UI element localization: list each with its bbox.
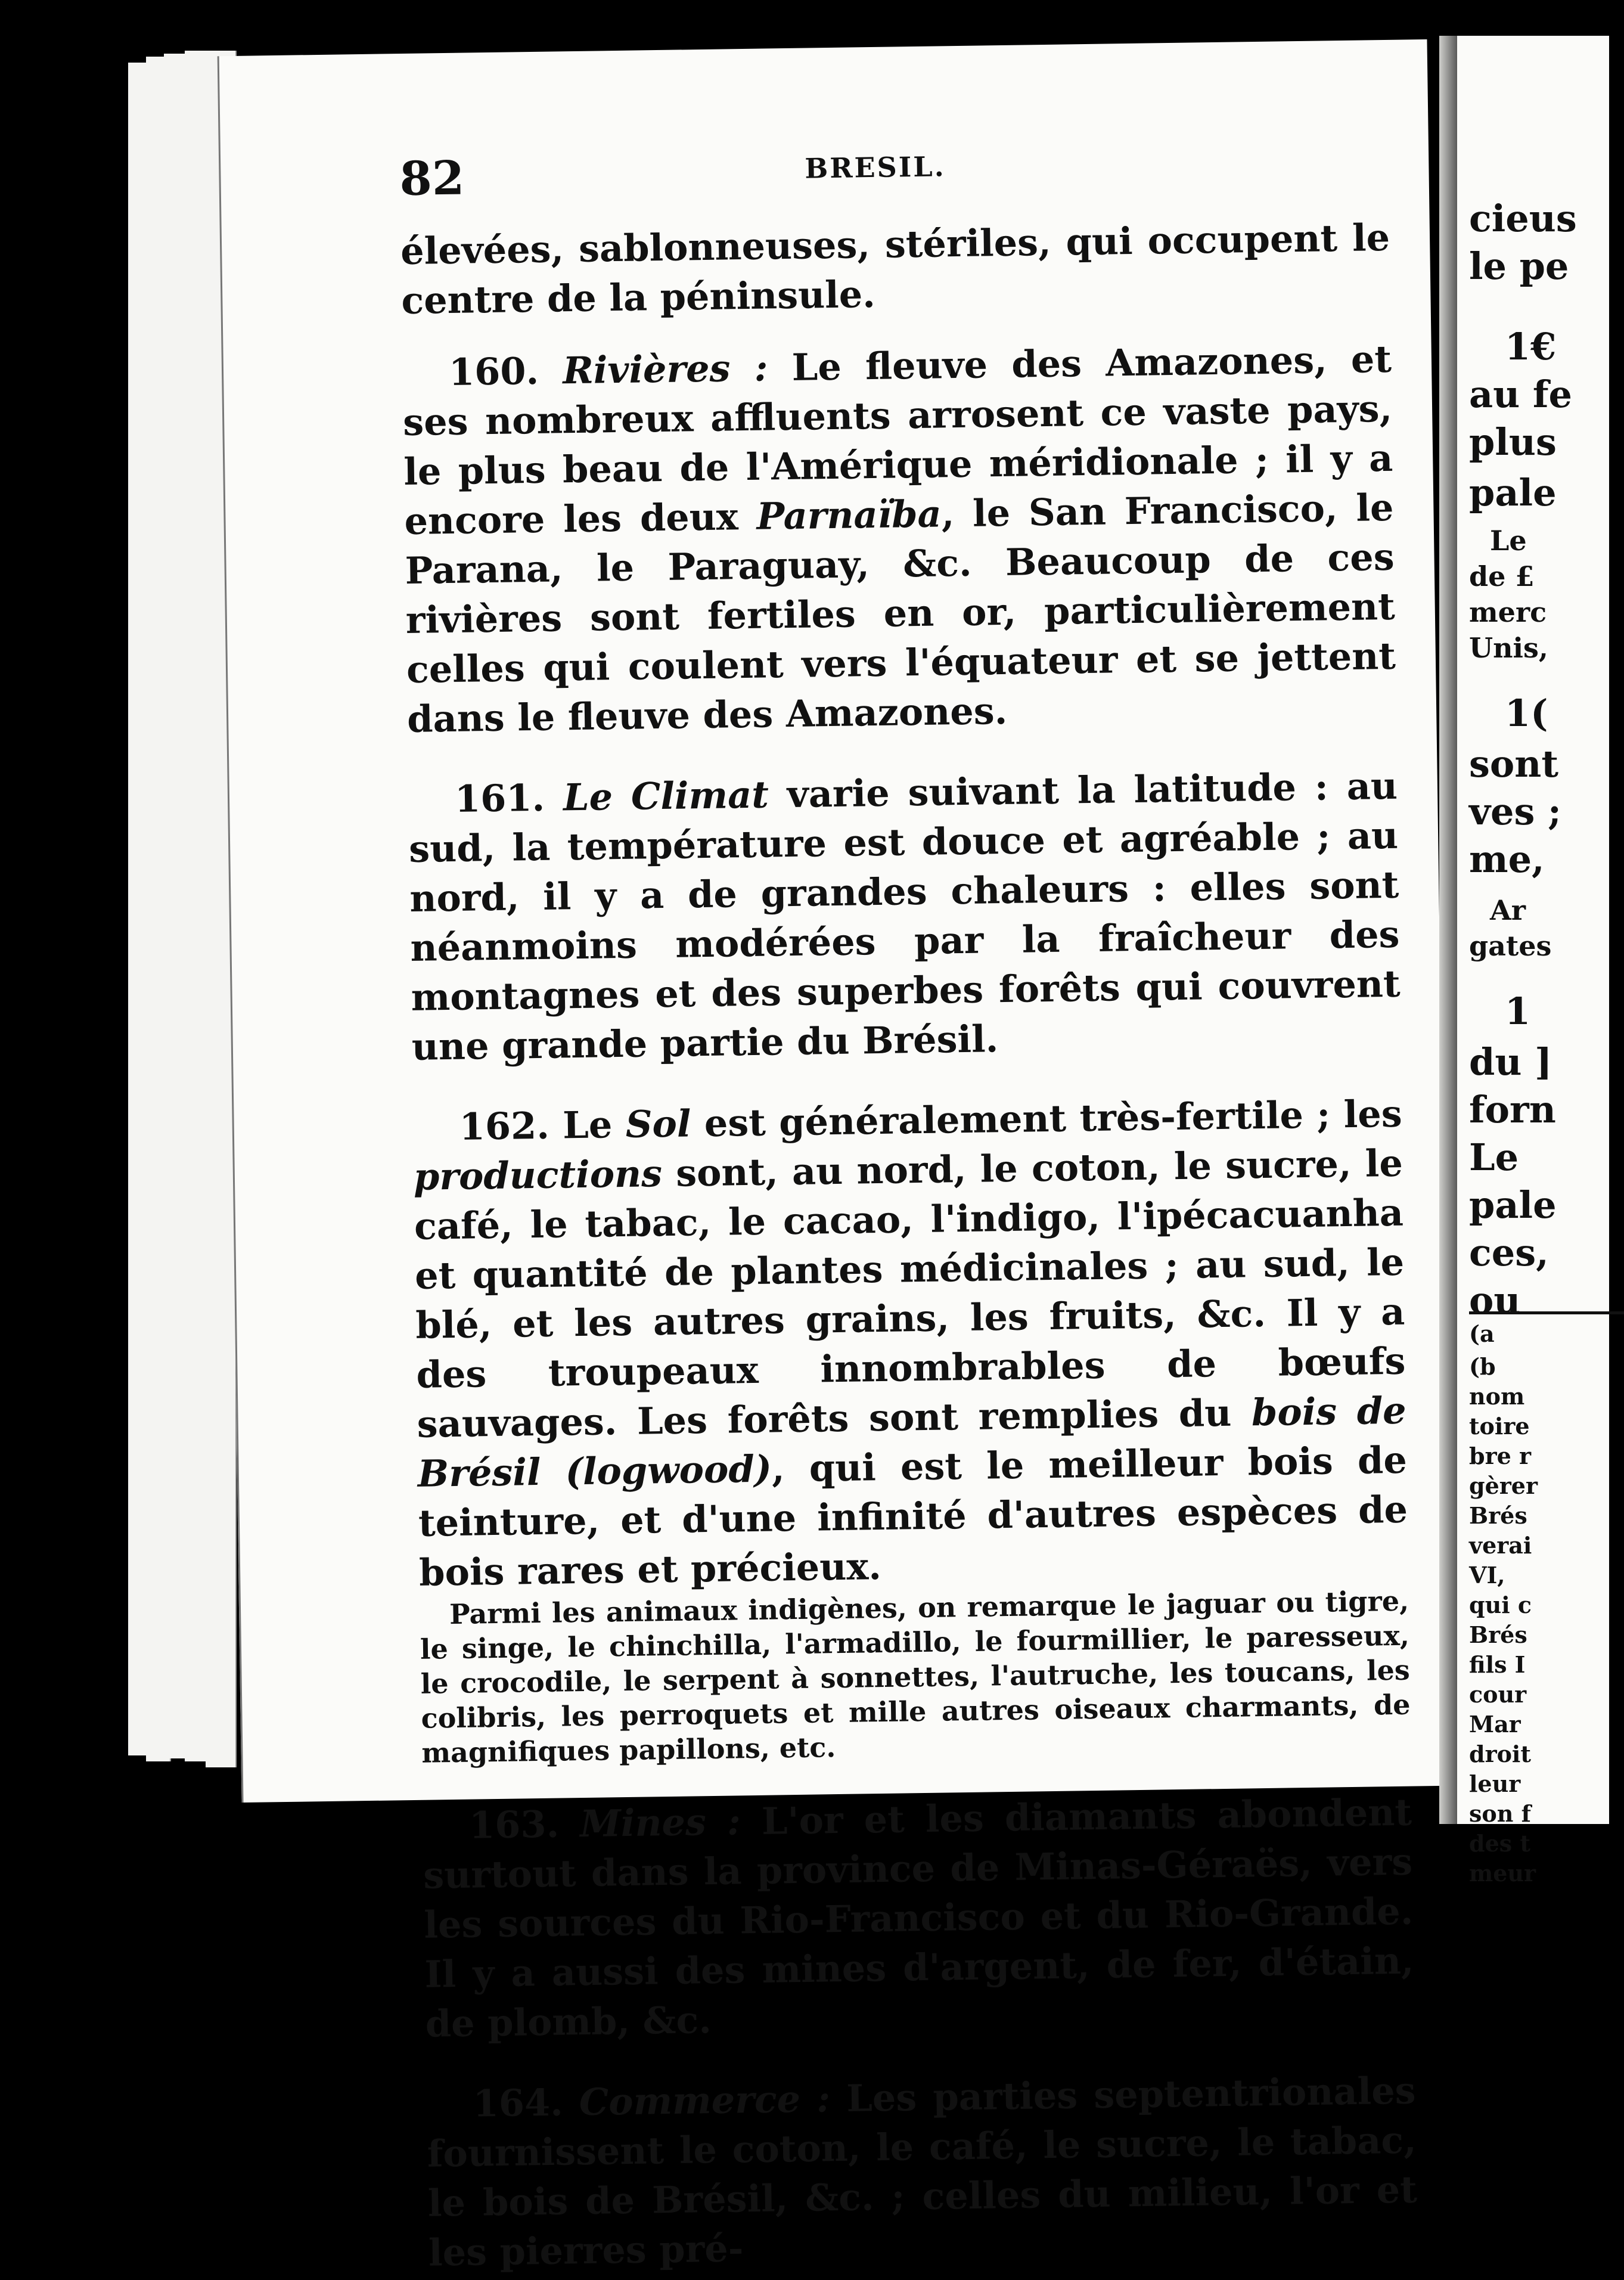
section-heading: Rivières : — [562, 346, 769, 393]
page-edges — [128, 51, 235, 1761]
facing-page-text: gèrer — [1469, 1472, 1538, 1499]
facing-page-text: ves ; — [1469, 790, 1561, 833]
facing-page-text: bre r — [1469, 1443, 1532, 1469]
facing-page-text: nom — [1469, 1383, 1525, 1410]
facing-page-text: (a — [1469, 1320, 1495, 1347]
facing-page-text: merc — [1469, 596, 1547, 628]
paragraph-163: 163. Mines : L'or et les diamants abondent surtout dans la province de Minas-Géraës, vers les sources du Rio-Francisco et du Rio-Grande. Il y a aussi des mines d'argent, de fer, d'étain, de plomb, &c. — [423, 1790, 1414, 2046]
facing-page-text: Brés — [1469, 1621, 1527, 1648]
facing-page-text: Le — [1490, 525, 1527, 557]
facing-page-text: qui c — [1469, 1592, 1532, 1618]
facing-page-text: du ] — [1469, 1040, 1552, 1084]
section-heading: Mines : — [579, 1800, 741, 1846]
facing-page-text: 1( — [1505, 691, 1548, 735]
facing-page-text: ou — [1469, 1279, 1521, 1322]
page-header — [399, 138, 1384, 224]
book-page — [218, 39, 1452, 2275]
facing-page-text: Ar — [1490, 894, 1526, 926]
facing-page-text: sont — [1469, 742, 1558, 786]
facing-page-text: Unis, — [1469, 632, 1548, 664]
facing-page-text: leur — [1469, 1770, 1521, 1797]
section-heading: Commerce : — [579, 2077, 831, 2124]
paragraph-continuation: élevées, sablonneuses, stériles, qui occupent le centre de la péninsule. — [400, 215, 1390, 323]
section-heading: Le Climat — [563, 773, 769, 820]
facing-page-text: Brés — [1469, 1502, 1527, 1529]
facing-page-text: pale — [1469, 471, 1557, 514]
facing-page-text: cieus — [1469, 197, 1577, 240]
facing-page-text: meur — [1469, 1860, 1536, 1887]
page-number: 82 — [399, 151, 465, 207]
facing-page-text: 1 — [1505, 989, 1531, 1033]
facing-page-text: forn — [1469, 1088, 1556, 1131]
facing-page-text: gates — [1469, 930, 1552, 962]
paragraph-161: 161. Le Climat varie suivant la latitude : au sud, la température est douce et agréable ; au nord, il y a de grandes chaleurs : elles sont néanmoins modérées par la fraîcheur des montagnes et des superbes forêts qui couvrent une grande partie du Brésil. — [408, 764, 1401, 1069]
facing-page-text: plus — [1469, 420, 1557, 464]
paragraph-162: 162. Le Sol est généralement très-fertile ; les productions sont, au nord, le coton, le sucre, le café, le tabac, le cacao, l'indigo, l'ipécacuanha et quantité de plantes médicinales ; au sud, le blé, et les autres grains, les fruits, &c. Il y a des troupeaux innombrables de bœufs sauvages. Les forêts sont remplies du bois de Brésil (logwood), qui est le meilleur bois de teinture, et d'une infinité d'autres espèces de bois rares et précieux. — [413, 1091, 1408, 1595]
facing-page-text: (b — [1469, 1353, 1496, 1380]
facing-page-text: me, — [1469, 837, 1545, 881]
section-heading: Sol — [625, 1102, 691, 1146]
facing-page-text: le pe — [1469, 244, 1569, 288]
facing-page-text: verai — [1469, 1532, 1532, 1559]
body-text — [400, 213, 1418, 2278]
facing-page-text: fils I — [1469, 1651, 1526, 1678]
facing-page-text: au fe — [1469, 373, 1572, 416]
paragraph-164: 164. Commerce : Les parties septentrionales fournissent le coton, le café, le sucre, le tabac, le bois de Brésil, &c. ; celles du milieu, l'or et les pierres pré- — [427, 2068, 1418, 2275]
facing-page-text: Le — [1469, 1136, 1519, 1179]
running-head: BRESIL. — [804, 150, 946, 185]
facing-page-text: de £ — [1469, 560, 1535, 593]
facing-page-text: des t — [1469, 1830, 1530, 1857]
facing-page-fragment — [1457, 36, 1609, 1887]
facing-page-text: cour — [1469, 1681, 1527, 1708]
facing-page-text: droit — [1469, 1741, 1531, 1767]
paragraph-160: 160. Rivières : Le fleuve des Amazones, et ses nombreux affluents arrosent ce vaste pays, le plus beau de l'Amérique méridionale ; il y a encore les deux Parnaïba, le San Francisco, le Parana, le Paraguay, &c. Beaucoup de ces rivières sont fertiles en or, particulièrement celles qui coulent vers l'équateur et se jettent dans le fleuve des Amazones. — [402, 337, 1396, 741]
facing-page-text: toire — [1469, 1413, 1530, 1440]
facing-page-text: pale — [1469, 1183, 1557, 1227]
facing-page-text: ces, — [1469, 1231, 1549, 1274]
facing-page-text: VI, — [1469, 1562, 1505, 1589]
facing-page-text: Mar — [1469, 1711, 1521, 1738]
facing-page-text: 1€ — [1505, 325, 1557, 368]
small-print-note: Parmi les animaux indigènes, on remarque le jaguar ou tigre, le singe, le chinchilla, l'armadillo, le fourmillier, le paresseux, le crocodile, le serpent à sonnettes, l'autruche, les toucans, les colibris, les perroquets et mille autres oiseaux charmants, de magnifiques papillons, etc. — [420, 1584, 1411, 1769]
facing-page-text: son f — [1469, 1800, 1531, 1827]
